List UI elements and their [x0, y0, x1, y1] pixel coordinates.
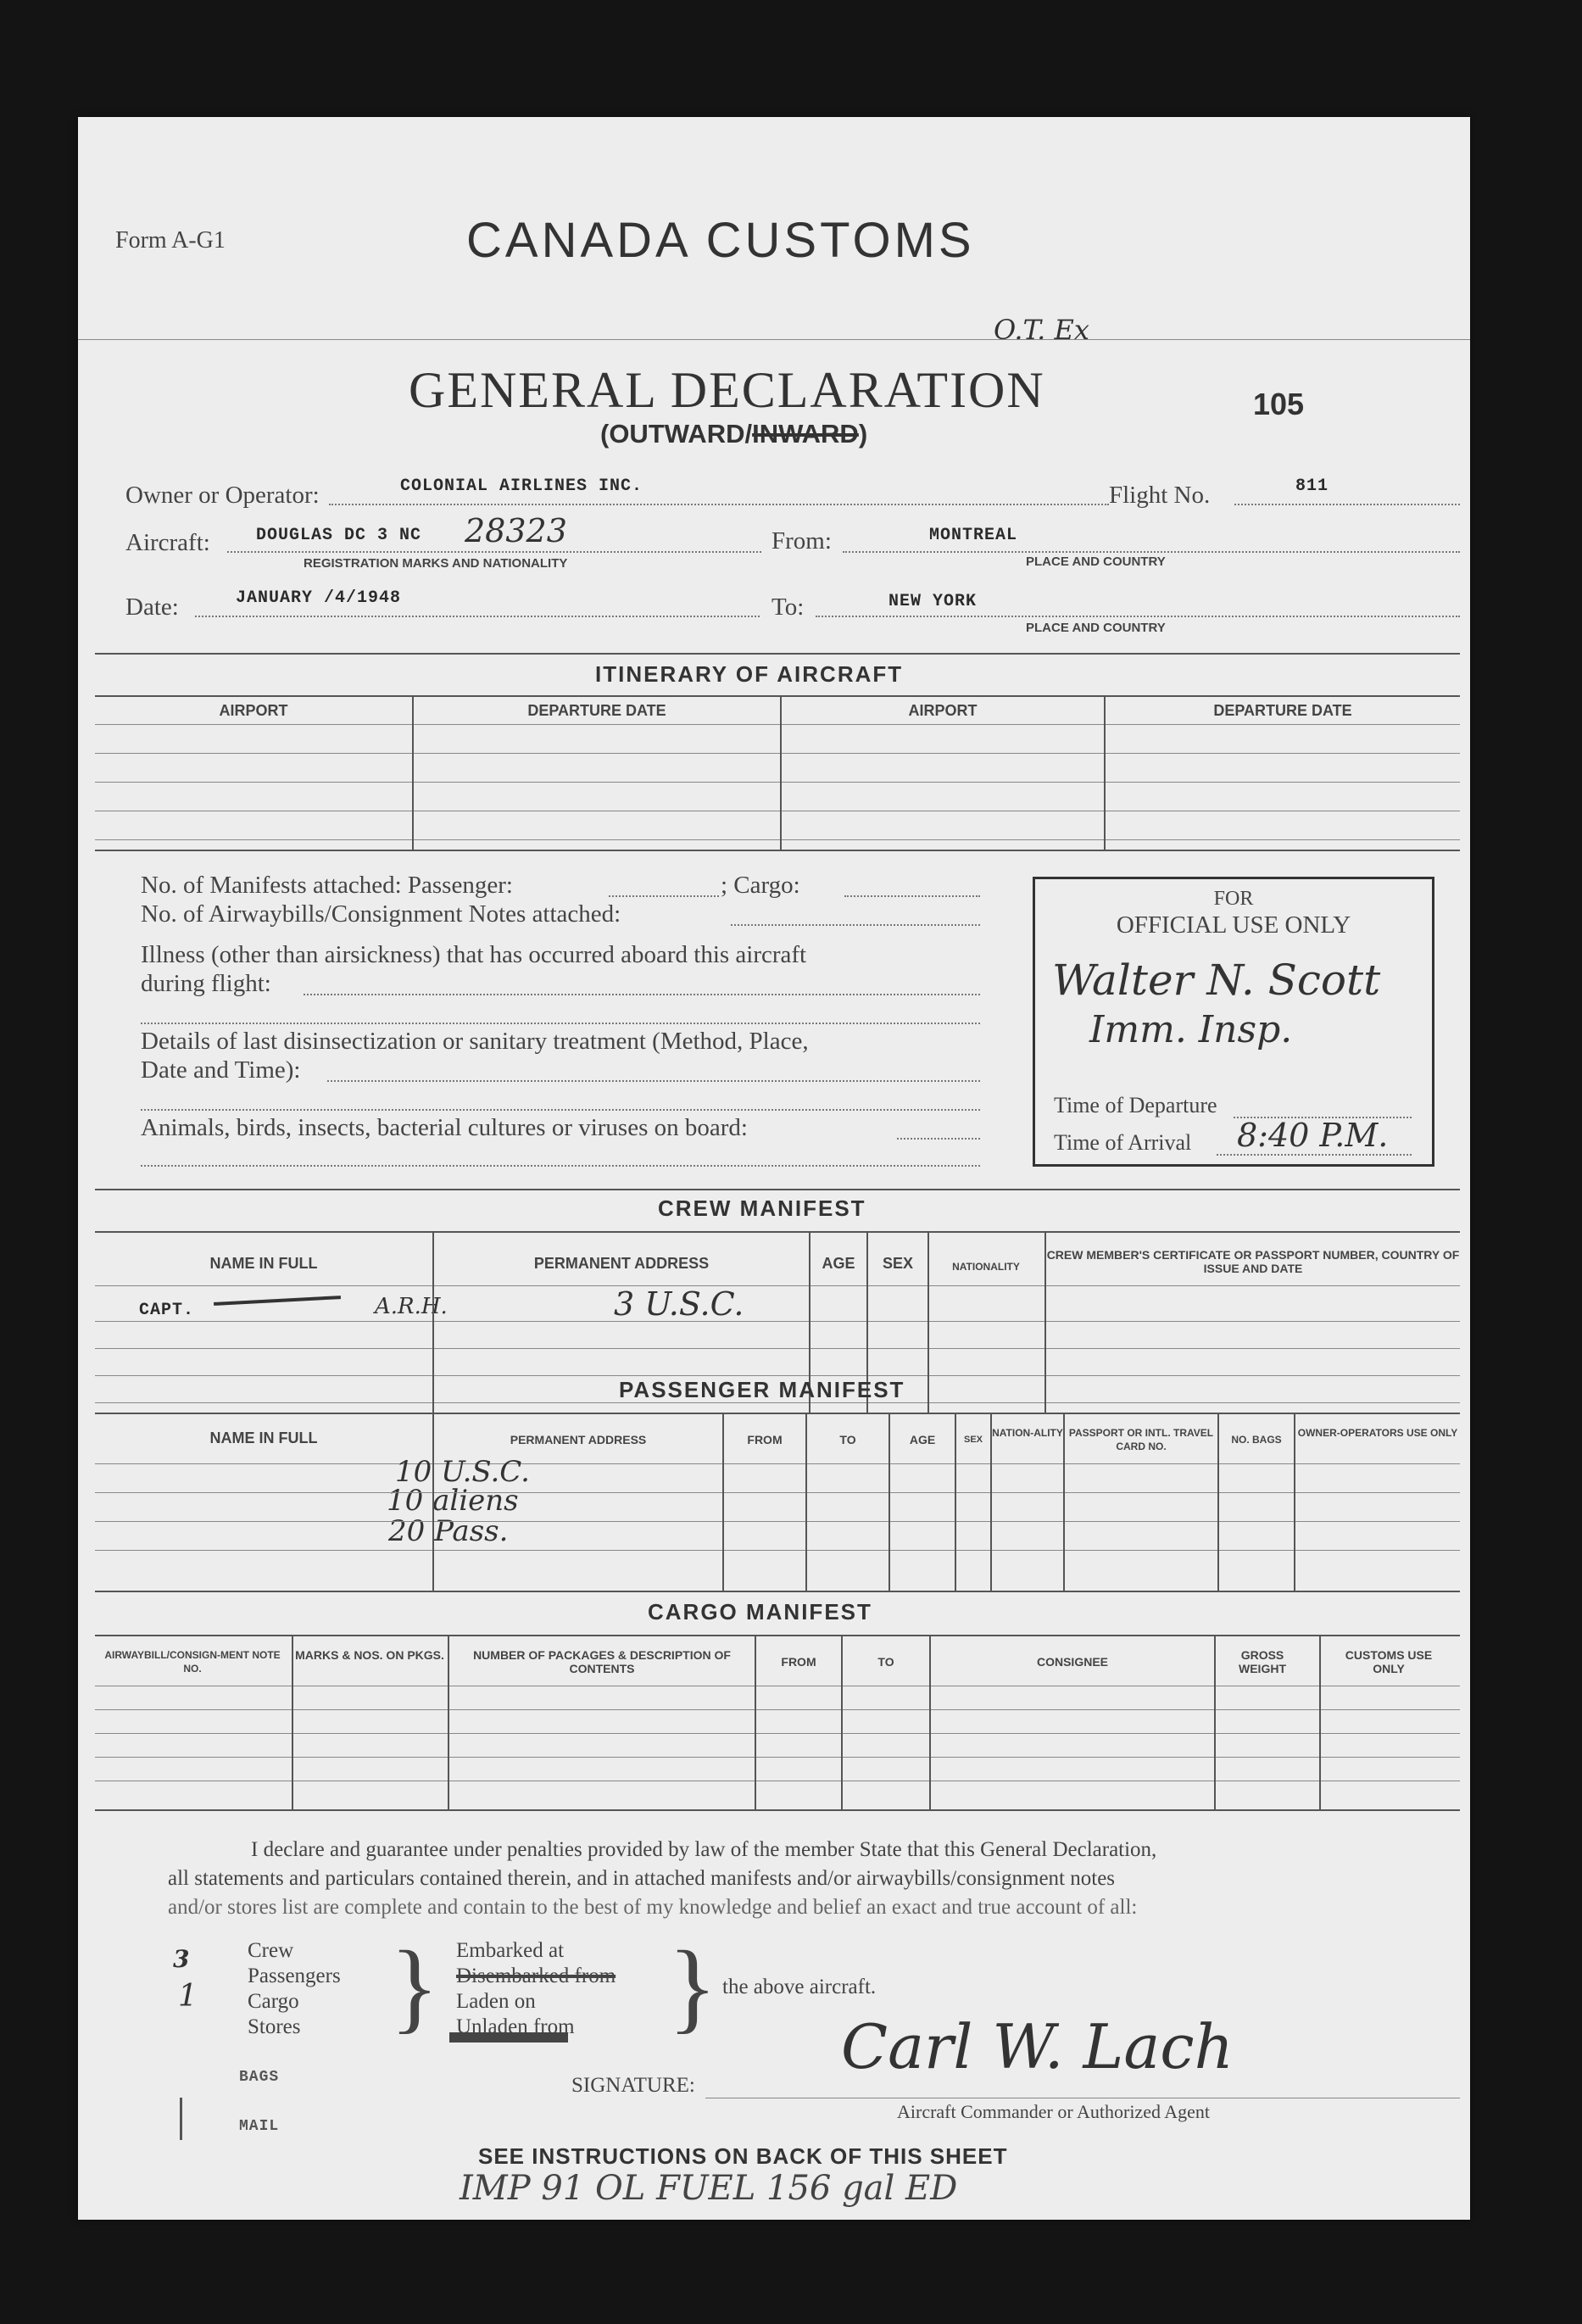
itinerary-top-rule: [95, 653, 1460, 655]
itinerary-row-rule: [95, 782, 1460, 783]
passenger-manifests-line: [609, 895, 719, 897]
cargo-col-divider: [448, 1635, 449, 1809]
passenger-col-owner: OWNER-OPERATORS USE ONLY: [1297, 1427, 1458, 1439]
cargo-head-rule: [95, 1635, 1460, 1636]
cargo-manifest-title: CARGO MANIFEST: [648, 1599, 872, 1625]
list-crew: Crew: [248, 1939, 294, 1962]
disinsect-extra-line: [141, 1109, 980, 1111]
itinerary-row-rule: [95, 753, 1460, 754]
animals-label: Animals, birds, insects, bacterial cultures or viruses on board:: [141, 1114, 748, 1141]
flight-value: 811: [1295, 477, 1329, 496]
list-unladen: Unladen from: [456, 2015, 575, 2038]
declaration-form-sheet: [78, 117, 1470, 2220]
crew-name-strikeout: [214, 1296, 341, 1306]
crew-col-address: PERMANENT ADDRESS: [533, 1255, 710, 1272]
itinerary-bottom-rule: [95, 850, 1460, 851]
cargo-col-airwaybill: AIRWAYBILL/CONSIGN-MENT NOTE NO.: [104, 1649, 281, 1675]
declaration-left-list: [248, 1938, 392, 2040]
declaration-line-2: all statements and particulars contained therein, and in attached manifests and/or airwaybills/consignment notes: [168, 1867, 1116, 1890]
crew-col-sex: SEX: [882, 1255, 914, 1272]
disinsect-line-1: Details of last disinsectization or sanitary treatment (Method, Place,: [141, 1028, 809, 1055]
mail-label: MAIL: [239, 2118, 280, 2135]
passenger-col-divider: [432, 1413, 434, 1591]
cargo-col-marks: MARKS & NOS. ON PKGS.: [295, 1648, 444, 1662]
signature-caption: Aircraft Commander or Authorized Agent: [897, 2101, 1211, 2122]
owner-value: COLONIAL AIRLINES INC.: [400, 477, 643, 496]
passenger-col-divider: [990, 1413, 992, 1591]
bags-label: BAGS: [239, 2069, 280, 2086]
passenger-col-name: NAME IN FULL: [209, 1430, 318, 1446]
illness-extra-line: [141, 1023, 980, 1024]
passenger-col-from: FROM: [747, 1433, 783, 1446]
left-brace-icon: }: [390, 1930, 439, 2043]
crew-manifest-title: CREW MANIFEST: [658, 1195, 866, 1221]
crew-row-rule: [95, 1348, 1460, 1349]
itinerary-col-divider: [1104, 695, 1106, 850]
declaration-suffix: the above aircraft.: [722, 1976, 877, 1998]
list-stores: Stores: [248, 2015, 301, 2038]
flight-label: Flight No.: [1109, 482, 1211, 509]
itinerary-col-departure-2: DEPARTURE DATE: [1213, 702, 1352, 719]
declaration-right-list: [456, 1938, 660, 2040]
crew-head-rule: [95, 1231, 1460, 1233]
passenger-col-sex: SEX: [963, 1435, 983, 1445]
crew-col-divider: [1044, 1231, 1046, 1413]
crew-col-certificate: CREW MEMBER'S CERTIFICATE OR PASSPORT NUMBER, COUNTRY OF ISSUE AND DATE: [1046, 1248, 1460, 1275]
date-value: JANUARY /4/1948: [236, 588, 402, 608]
itinerary-col-departure-1: DEPARTURE DATE: [527, 702, 666, 719]
list-laden: Laden on: [456, 1990, 536, 2013]
date-label: Date:: [125, 594, 179, 621]
cargo-col-divider: [841, 1635, 843, 1809]
cargo-col-divider: [1214, 1635, 1216, 1809]
arrival-time-line: [1217, 1154, 1412, 1156]
to-caption: PLACE AND COUNTRY: [1026, 621, 1166, 635]
airwaybills-label: No. of Airwaybills/Consignment Notes attached:: [141, 900, 621, 928]
passenger-col-nationality: NATION-ALITY: [992, 1427, 1063, 1439]
from-value: MONTREAL: [929, 526, 1018, 545]
from-caption: PLACE AND COUNTRY: [1026, 555, 1166, 569]
crew-col-name: NAME IN FULL: [209, 1255, 318, 1272]
itinerary-col-airport-1: AIRPORT: [219, 702, 288, 719]
margin-number-passengers: 1: [178, 1979, 198, 2014]
crew-col-nationality: NATIONALITY: [952, 1261, 1020, 1273]
official-for-label: FOR: [1213, 888, 1254, 910]
passenger-row-rule: [95, 1521, 1460, 1522]
passenger-note-aliens: 10 aliens: [387, 1484, 519, 1518]
declaration-line-1: I declare and guarantee under penalties provided by law of the member State that this General Declaration,: [251, 1838, 1157, 1861]
subtitle-close: ): [858, 419, 868, 449]
itinerary-title: ITINERARY OF AIRCRAFT: [595, 661, 904, 687]
subtitle-inward: INWARD: [752, 419, 859, 449]
crew-col-divider: [927, 1231, 929, 1413]
cargo-row-rule: [95, 1733, 1460, 1734]
departure-time-label: Time of Departure: [1054, 1093, 1217, 1117]
unladen-strikeout-bar: [449, 2032, 568, 2043]
subtitle-outward: (OUTWARD: [600, 419, 745, 449]
cargo-row-rule: [95, 1757, 1460, 1758]
to-value: NEW YORK: [888, 592, 978, 611]
itinerary-col-airport-2: AIRPORT: [908, 702, 978, 719]
aircraft-line: [227, 551, 761, 553]
aircraft-caption: REGISTRATION MARKS AND NATIONALITY: [304, 556, 568, 571]
right-brace-icon: }: [668, 1930, 717, 2043]
aircraft-label: Aircraft:: [125, 529, 210, 556]
disinsect-line: [327, 1080, 980, 1082]
arrival-time-label: Time of Arrival: [1054, 1130, 1192, 1155]
officer-signature: Walter N. Scott: [1052, 956, 1381, 1005]
crew-col-age: AGE: [822, 1255, 855, 1272]
cargo-col-from: FROM: [781, 1655, 816, 1669]
official-use-box: [1033, 877, 1434, 1167]
itinerary-col-divider: [412, 695, 414, 850]
illness-line: [304, 994, 980, 995]
officer-title-handwritten: Imm. Insp.: [1089, 1008, 1293, 1051]
list-passengers: Passengers: [248, 1965, 341, 1987]
official-use-title: OFFICIAL USE ONLY: [1116, 911, 1351, 939]
passenger-bottom-rule: [95, 1591, 1460, 1592]
crew-row-address: 3 U.S.C.: [614, 1285, 744, 1323]
passenger-col-divider: [1217, 1413, 1219, 1591]
aircraft-number: 28323: [465, 512, 567, 549]
cargo-col-weight: GROSS WEIGHT: [1239, 1648, 1286, 1675]
from-label: From:: [772, 527, 832, 555]
passenger-row-rule: [95, 1492, 1460, 1493]
passenger-col-divider: [722, 1413, 724, 1591]
commander-signature: Carl W. Lach: [841, 2011, 1234, 2082]
subtitle-slash: /: [744, 419, 753, 449]
list-disembarked: Disembarked from: [456, 1965, 616, 1987]
passenger-col-divider: [805, 1413, 807, 1591]
flight-line: [1234, 504, 1460, 505]
passenger-col-bags: NO. BAGS: [1231, 1434, 1282, 1446]
illness-line-1: Illness (other than airsickness) that has occurred aboard this aircraft: [141, 941, 807, 968]
passenger-note-us: 10 U.S.C.: [395, 1455, 530, 1489]
owner-label: Owner or Operator:: [125, 482, 320, 509]
form-subtitle: [600, 419, 867, 449]
passenger-col-divider: [955, 1413, 956, 1591]
cargo-row-rule: [95, 1709, 1460, 1710]
arrival-time-value: 8:40 P.M.: [1237, 1117, 1389, 1154]
agency-title: CANADA CUSTOMS: [466, 213, 975, 268]
illness-line-2: during flight:: [141, 970, 271, 997]
instructions-note: SEE INSTRUCTIONS ON BACK OF THIS SHEET: [478, 2143, 1008, 2169]
form-number: Form A-G1: [115, 227, 226, 254]
passenger-col-divider: [888, 1413, 890, 1591]
form-title: GENERAL DECLARATION: [409, 362, 1045, 418]
margin-number-crew: 3: [173, 1945, 190, 1973]
itinerary-row-rule: [95, 724, 1460, 725]
cargo-col-consignee: CONSIGNEE: [1036, 1655, 1108, 1669]
crew-row-note: A.R.H.: [375, 1294, 448, 1319]
passenger-top-rule: [95, 1413, 1460, 1414]
crew-row-rank: CAPT.: [139, 1301, 195, 1320]
animals-extra-line: [141, 1165, 980, 1167]
itinerary-head-rule: [95, 695, 1460, 697]
cargo-col-divider: [755, 1635, 756, 1809]
crew-col-divider: [432, 1231, 434, 1413]
itinerary-row-rule: [95, 839, 1460, 840]
declaration-line-3: and/or stores list are complete and contain to the best of my knowledge and belief an exact and true account of all:: [168, 1896, 1138, 1919]
owner-line: [329, 504, 1109, 505]
date-line: [195, 616, 760, 617]
cargo-col-divider: [1319, 1635, 1321, 1809]
signature-label: SIGNATURE:: [571, 2074, 695, 2097]
header-divider: [78, 339, 1470, 340]
passenger-col-passport: PASSPORT OR INTL. TRAVEL CARD NO.: [1068, 1427, 1214, 1452]
passenger-col-to: TO: [839, 1433, 856, 1446]
cargo-manifests-line: [844, 895, 980, 897]
crew-row-rule: [95, 1375, 1460, 1376]
to-label: To:: [772, 594, 805, 621]
airwaybills-line: [731, 924, 980, 926]
cargo-col-to: TO: [877, 1655, 894, 1669]
manifests-label: No. of Manifests attached: Passenger:: [141, 872, 513, 899]
to-line: [816, 616, 1460, 617]
cargo-col-divider: [929, 1635, 931, 1809]
animals-line: [897, 1138, 980, 1140]
passenger-manifest-title: PASSENGER MANIFEST: [619, 1377, 905, 1402]
passenger-note-total: 20 Pass.: [388, 1514, 509, 1548]
itinerary-col-divider: [780, 695, 782, 850]
passenger-row-rule: [95, 1550, 1460, 1551]
sheet-number: 105: [1253, 387, 1305, 421]
list-embarked: Embarked at: [456, 1939, 565, 1962]
crew-row-rule: [95, 1321, 1460, 1322]
disinsect-line-2: Date and Time):: [141, 1056, 301, 1084]
passenger-col-age: AGE: [909, 1433, 936, 1446]
crew-top-rule: [95, 1189, 1460, 1190]
cargo-col-divider: [292, 1635, 293, 1809]
from-line: [843, 551, 1460, 553]
aircraft-value: DOUGLAS DC 3 NC: [256, 526, 422, 545]
margin-tick-mark: [180, 2098, 182, 2140]
crew-row-rule: [95, 1285, 1460, 1286]
passenger-row-rule: [95, 1463, 1460, 1464]
bottom-handwritten-stamp: IMP 91 OL FUEL 156 gal ED: [460, 2169, 958, 2208]
cargo-col-packages: NUMBER OF PACKAGES & DESCRIPTION OF CONTENTS: [473, 1648, 731, 1675]
cargo-manifests-label: ; Cargo:: [721, 872, 800, 899]
cargo-col-customs: CUSTOMS USE ONLY: [1345, 1648, 1433, 1675]
passenger-col-divider: [1063, 1413, 1065, 1591]
passenger-col-address: PERMANENT ADDRESS: [510, 1433, 647, 1446]
passenger-col-divider: [1294, 1413, 1295, 1591]
top-annotation: O.T. Ex: [994, 314, 1089, 346]
cargo-bottom-rule: [95, 1809, 1460, 1811]
list-cargo: Cargo: [248, 1990, 299, 2013]
